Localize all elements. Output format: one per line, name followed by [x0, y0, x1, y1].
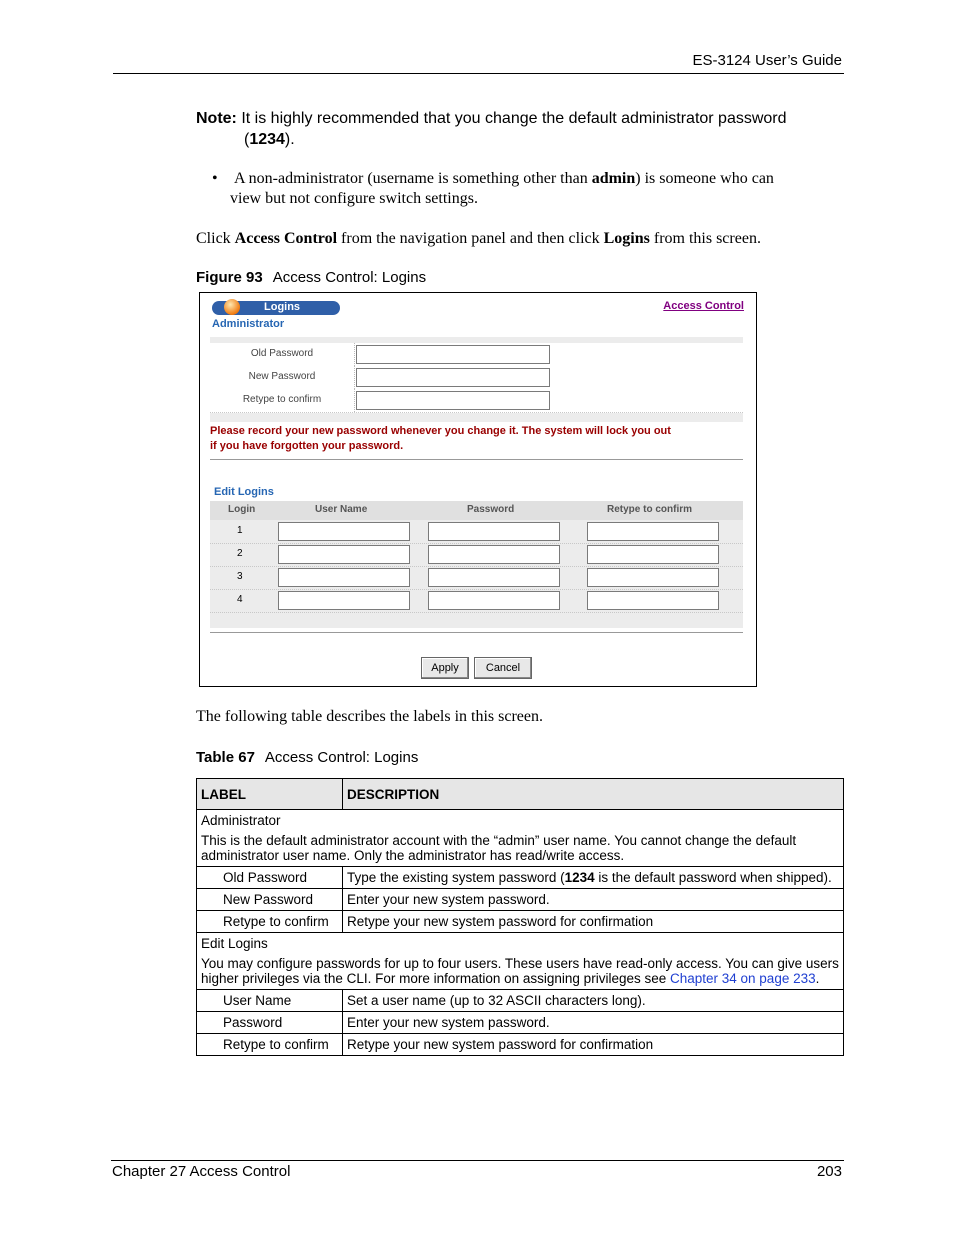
new-password-row: New Password [210, 366, 743, 390]
password-input[interactable] [428, 591, 560, 610]
table-row: Retype to confirm Retype your new system password for confirmation [197, 911, 844, 933]
retype-password-input[interactable] [356, 391, 550, 410]
retype-input[interactable] [587, 568, 719, 587]
table-caption: Table 67 Access Control: Logins [196, 749, 419, 766]
note-label: Note: [196, 110, 237, 127]
header-rule [113, 73, 844, 74]
divider [210, 632, 743, 633]
retype-input[interactable] [587, 591, 719, 610]
retype-input[interactable] [587, 545, 719, 564]
footer-rule [111, 1160, 844, 1161]
table-row: Old Password Type the existing system password (1234 is the default password when shipped). [197, 867, 844, 889]
admin-section-cell: Administrator This is the default administrator account with the “admin” user name. You cannot change the default administrator user name. Only the administrator has read/write access. [197, 810, 844, 867]
login-row: 3 [210, 566, 743, 590]
retype-password-row: Retype to confirm [210, 389, 743, 413]
administrator-title: Administrator [212, 318, 285, 330]
table-row: Retype to confirm Retype your new system password for confirmation [197, 1034, 844, 1056]
divider [210, 459, 743, 460]
col-retype: Retype to confirm [607, 504, 693, 515]
edit-logins-title: Edit Logins [214, 486, 274, 498]
username-input[interactable] [278, 522, 410, 541]
bullet-mark: • [212, 170, 218, 187]
header-title: ES-3124 User’s Guide [692, 52, 842, 69]
edit-section-cell: Edit Logins You may configure passwords for up to four users. These users have read-only access. You can give users higher privileges via the CLI. For more information on assigning privileges see Chapter 34 on page 233. [197, 933, 844, 990]
username-input[interactable] [278, 591, 410, 610]
password-input[interactable] [428, 568, 560, 587]
footer-page-number: 203 [816, 1163, 842, 1180]
note [196, 108, 856, 150]
col-password: Password [467, 504, 515, 515]
screen-frame [199, 292, 757, 687]
orb-icon [224, 299, 240, 315]
warning-text: Please record your new password whenever you change it. The system will lock you out if you have forgotten your password. [210, 425, 671, 452]
table-row: User Name Set a user name (up to 32 ASCII characters long). [197, 990, 844, 1012]
table-row [197, 933, 844, 990]
bullet-line1: A non-administrator (username is something other than admin) is someone who can [234, 170, 774, 187]
col-user-name: User Name [315, 504, 368, 515]
login-row: 2 [210, 543, 743, 567]
click-paragraph: Click Access Control from the navigation panel and then click Logins from this screen. [196, 230, 761, 247]
bullet-item [212, 169, 832, 209]
table-row: New Password Enter your new system password. [197, 889, 844, 911]
follow-text: The following table describes the labels in this screen. [196, 708, 544, 725]
retype-input[interactable] [587, 522, 719, 541]
chapter-link[interactable]: Chapter 34 on page 233 [669, 971, 816, 986]
cancel-button[interactable]: Cancel [474, 657, 532, 679]
table-row: Password Enter your new system password. [197, 1012, 844, 1034]
password-input[interactable] [428, 522, 560, 541]
footer-chapter: Chapter 27 Access Control [112, 1163, 291, 1180]
access-control-link[interactable]: Access Control [663, 300, 744, 312]
apply-button[interactable]: Apply [421, 657, 469, 679]
new-password-input[interactable] [356, 368, 550, 387]
header-description: DESCRIPTION [343, 779, 844, 810]
bullet-line2: view but not configure switch settings. [230, 190, 478, 207]
username-input[interactable] [278, 545, 410, 564]
login-row: 4 [210, 589, 743, 613]
password-input[interactable] [428, 545, 560, 564]
header-label: LABEL [197, 779, 343, 810]
edit-logins-header [210, 501, 743, 520]
table-row [197, 810, 844, 867]
table-header-row [197, 779, 844, 810]
note-line2: (1234). [244, 131, 295, 148]
old-password-input[interactable] [356, 345, 550, 364]
logins-tab[interactable]: Logins [212, 301, 340, 315]
login-row: 1 [210, 520, 743, 544]
figure-caption: Figure 93 Access Control: Logins [196, 269, 427, 286]
note-line1: It is highly recommended that you change the default administrator password [241, 110, 787, 127]
col-login: Login [228, 504, 256, 515]
description-table [196, 778, 844, 1056]
username-input[interactable] [278, 568, 410, 587]
old-password-row: Old Password [210, 343, 743, 367]
